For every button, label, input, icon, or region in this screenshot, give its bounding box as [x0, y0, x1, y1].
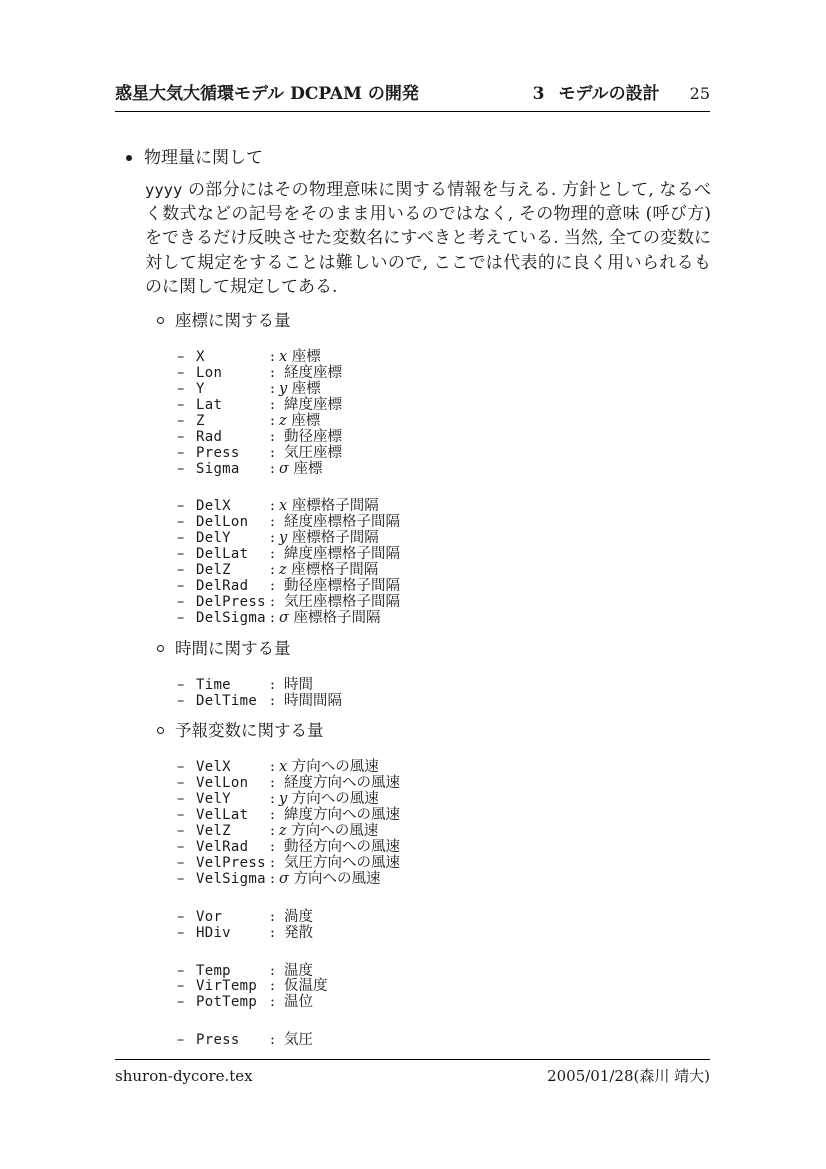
paragraph: [145, 178, 711, 299]
variable-name: Temp: [196, 962, 231, 979]
definition-row: [177, 382, 710, 398]
variable-description: 温度: [284, 962, 313, 979]
variable-name: Time: [196, 676, 231, 693]
dash-marker-icon: –: [177, 676, 185, 693]
definition-row: [177, 792, 710, 808]
dash-marker-icon: –: [177, 775, 185, 792]
dash-marker-icon: –: [177, 577, 185, 594]
subsection: [157, 722, 710, 1049]
variable-name: DelZ: [196, 562, 231, 579]
dash-marker-icon: –: [177, 854, 185, 871]
page-footer: [115, 1059, 710, 1085]
definition-row: [177, 824, 710, 840]
subsection: [157, 312, 710, 627]
variable-description: σ 座標格子間隔: [279, 609, 381, 626]
bullet-disc-icon: [126, 155, 132, 161]
dash-marker-icon: –: [177, 839, 185, 856]
definition-group: [177, 910, 710, 942]
section-number: 3: [532, 84, 545, 104]
dash-marker-icon: –: [177, 428, 185, 445]
definition-row: [177, 446, 710, 462]
variable-name: VelZ: [196, 823, 231, 840]
math-symbol: σ: [279, 870, 289, 887]
definition-row: [177, 499, 710, 515]
variable-description: 気圧座標格子間隔: [284, 593, 400, 610]
dash-marker-icon: –: [177, 349, 185, 366]
subsection-title-text: 予報変数に関する量: [175, 721, 324, 741]
circle-marker-icon: [157, 727, 164, 734]
colon-separator: :: [270, 759, 275, 776]
dash-marker-icon: –: [177, 692, 185, 709]
variable-name: Lon: [196, 365, 223, 382]
colon-separator: :: [270, 1032, 275, 1049]
dash-marker-icon: –: [177, 962, 185, 979]
math-symbol: x: [279, 498, 288, 515]
variable-name: VelPress: [196, 854, 266, 871]
colon-separator: :: [270, 870, 275, 887]
colon-separator: :: [270, 962, 275, 979]
variable-description: 発散: [284, 924, 313, 941]
section-title: モデルの設計: [558, 84, 660, 104]
colon-separator: :: [270, 593, 275, 610]
definition-row: [177, 398, 710, 414]
variable-description: 気圧: [284, 1032, 313, 1049]
colon-separator: :: [270, 546, 275, 563]
colon-separator: :: [270, 577, 275, 594]
variable-name: Press: [196, 444, 240, 461]
page-number: 25: [689, 84, 710, 103]
definition-row: [177, 547, 710, 563]
math-symbol: σ: [279, 460, 289, 477]
colon-separator: :: [270, 775, 275, 792]
definition-row: [177, 760, 710, 776]
variable-name: Rad: [196, 428, 223, 445]
colon-separator: :: [270, 924, 275, 941]
definition-row: [177, 515, 710, 531]
definition-row: [177, 462, 710, 478]
variable-description: 時間間隔: [284, 692, 342, 709]
circle-marker-icon: [157, 645, 164, 652]
subsection: [157, 640, 710, 710]
dash-marker-icon: –: [177, 514, 185, 531]
dash-marker-icon: –: [177, 908, 185, 925]
definition-row: [177, 840, 710, 856]
definition-row: [177, 808, 710, 824]
variable-description: z 座標格子間隔: [279, 562, 379, 579]
subsection-title: [157, 640, 710, 657]
dash-marker-icon: –: [177, 823, 185, 840]
definition-row: [177, 926, 710, 942]
bullet-label: 物理量に関して: [144, 147, 263, 168]
variable-name: Z: [196, 412, 205, 429]
variable-name: VelSigma: [196, 870, 266, 887]
footer-filename: shuron-dycore.tex: [115, 1067, 253, 1085]
colon-separator: :: [270, 530, 275, 547]
variable-description: x 座標格子間隔: [279, 498, 379, 515]
dash-marker-icon: –: [177, 759, 185, 776]
colon-separator: :: [270, 839, 275, 856]
dash-marker-icon: –: [177, 807, 185, 824]
definition-row: [177, 1033, 710, 1049]
math-symbol: x: [279, 759, 288, 776]
subsection-title: [157, 312, 710, 329]
definition-row: [177, 414, 710, 430]
variable-description: x 座標: [279, 349, 321, 366]
variable-name: Y: [196, 380, 205, 397]
definition-row: [177, 366, 710, 382]
variable-description: 緯度座標格子間隔: [284, 546, 400, 563]
dash-marker-icon: –: [177, 1032, 185, 1049]
colon-separator: :: [270, 498, 275, 515]
definition-row: [177, 776, 710, 792]
definition-row: [177, 531, 710, 547]
variable-name: X: [196, 349, 205, 366]
variable-description: z 方向への風速: [279, 823, 379, 840]
subsection-title-text: 座標に関する量: [175, 311, 291, 331]
colon-separator: :: [270, 807, 275, 824]
definition-row: [177, 979, 710, 995]
definition-group: [177, 678, 710, 710]
variable-description: 動径座標: [284, 428, 342, 445]
variable-name: DelRad: [196, 577, 249, 594]
colon-separator: :: [270, 908, 275, 925]
document-title-jp-prefix: 惑星大気大循環モデル: [115, 84, 291, 104]
subsection-title: [157, 722, 710, 739]
variable-description: 緯度座標: [284, 396, 342, 413]
math-symbol: x: [279, 349, 288, 366]
dash-marker-icon: –: [177, 791, 185, 808]
colon-separator: :: [270, 978, 275, 995]
definition-row: [177, 579, 710, 595]
variable-name: Vor: [196, 908, 223, 925]
section-heading: [533, 85, 710, 104]
definition-group: [177, 1033, 710, 1049]
variable-name: DelLon: [196, 514, 249, 531]
variable-name: Press: [196, 1032, 240, 1049]
definition-row: [177, 872, 710, 888]
variable-description: y 座標格子間隔: [279, 530, 379, 547]
definition-group: [177, 760, 710, 887]
definition-row: [177, 430, 710, 446]
dash-marker-icon: –: [177, 562, 185, 579]
variable-description: 仮温度: [284, 978, 328, 995]
definition-row: [177, 910, 710, 926]
colon-separator: :: [270, 791, 275, 808]
variable-description: 温位: [284, 994, 313, 1011]
variable-description: 経度座標: [284, 365, 342, 382]
math-symbol: σ: [279, 609, 289, 626]
dash-marker-icon: –: [177, 530, 185, 547]
variable-description: 動径方向への風速: [284, 839, 400, 856]
dash-marker-icon: –: [177, 870, 185, 887]
colon-separator: :: [270, 854, 275, 871]
text-block: [115, 0, 710, 1049]
variable-description: 経度座標格子間隔: [284, 514, 400, 531]
running-header: [115, 85, 710, 112]
variable-name: DelLat: [196, 546, 249, 563]
colon-separator: :: [270, 460, 275, 477]
variable-description: 経度方向への風速: [284, 775, 400, 792]
yyyy-token: yyyy: [145, 180, 183, 199]
variable-name: HDiv: [196, 924, 231, 941]
variable-name: VirTemp: [196, 978, 258, 995]
subsection-title-text: 時間に関する量: [175, 638, 291, 658]
document-title-latin: DCPAM: [290, 84, 362, 104]
bullet-item: [126, 149, 710, 167]
colon-separator: :: [270, 412, 275, 429]
dash-marker-icon: –: [177, 444, 185, 461]
colon-separator: :: [270, 365, 275, 382]
variable-name: DelY: [196, 530, 231, 547]
dash-marker-icon: –: [177, 396, 185, 413]
colon-separator: :: [270, 676, 275, 693]
variable-description: σ 方向への風速: [279, 870, 381, 887]
math-symbol: y: [279, 380, 288, 397]
variable-description: 時間: [284, 676, 313, 693]
variable-name: Lat: [196, 396, 223, 413]
variable-name: Sigma: [196, 460, 240, 477]
dash-marker-icon: –: [177, 924, 185, 941]
colon-separator: :: [270, 349, 275, 366]
math-symbol: y: [279, 791, 288, 808]
variable-description: 気圧方向への風速: [284, 854, 400, 871]
math-symbol: z: [279, 562, 287, 579]
colon-separator: :: [270, 562, 275, 579]
colon-separator: :: [270, 428, 275, 445]
variable-description: 動径座標格子間隔: [284, 577, 400, 594]
colon-separator: :: [270, 609, 275, 626]
document-title: [115, 85, 419, 104]
definition-row: [177, 856, 710, 872]
dash-marker-icon: –: [177, 546, 185, 563]
dash-marker-icon: –: [177, 593, 185, 610]
colon-separator: :: [270, 396, 275, 413]
variable-description: 渦度: [284, 908, 313, 925]
dash-marker-icon: –: [177, 412, 185, 429]
definition-group: [177, 964, 710, 1012]
definition-row: [177, 611, 710, 627]
variable-description: 緯度方向への風速: [284, 807, 400, 824]
dash-marker-icon: –: [177, 498, 185, 515]
variable-name: VelLon: [196, 775, 249, 792]
dash-marker-icon: –: [177, 460, 185, 477]
variable-description: y 方向への風速: [279, 791, 379, 808]
variable-description: 気圧座標: [284, 444, 342, 461]
colon-separator: :: [270, 994, 275, 1011]
variable-name: VelY: [196, 791, 231, 808]
math-symbol: z: [279, 823, 287, 840]
variable-description: z 座標: [279, 412, 321, 429]
variable-description: y 座標: [279, 380, 321, 397]
definition-row: [177, 563, 710, 579]
math-symbol: z: [279, 412, 287, 429]
colon-separator: :: [270, 444, 275, 461]
dash-marker-icon: –: [177, 978, 185, 995]
variable-name: VelRad: [196, 839, 249, 856]
math-symbol: y: [279, 530, 288, 547]
definition-row: [177, 595, 710, 611]
variable-name: VelLat: [196, 807, 249, 824]
sections: [157, 312, 710, 1049]
dash-marker-icon: –: [177, 380, 185, 397]
definition-group: [177, 499, 710, 626]
dash-marker-icon: –: [177, 609, 185, 626]
colon-separator: :: [270, 514, 275, 531]
definition-row: [177, 350, 710, 366]
variable-name: DelX: [196, 498, 231, 515]
variable-name: PotTemp: [196, 994, 258, 1011]
dash-marker-icon: –: [177, 994, 185, 1011]
colon-separator: :: [270, 380, 275, 397]
definition-row: [177, 995, 710, 1011]
variable-name: DelSigma: [196, 609, 266, 626]
definition-row: [177, 678, 710, 694]
colon-separator: :: [270, 823, 275, 840]
variable-name: VelX: [196, 759, 231, 776]
definition-row: [177, 694, 710, 710]
variable-description: σ 座標: [279, 460, 323, 477]
dash-marker-icon: –: [177, 365, 185, 382]
document-title-jp-suffix: の開発: [361, 84, 419, 104]
definition-row: [177, 964, 710, 980]
definition-group: [177, 350, 710, 477]
footer-date-author: 2005/01/28(森川 靖大): [547, 1067, 710, 1085]
paragraph-text: の部分にはその物理意味に関する情報を与える. 方針として, なるべく数式などの記号をそのまま用いるのではなく, その物理的意味 (呼び方) をできるだけ反映させた変数名にすべきと考えている. 当然, 全ての変数に対して規定をすることは難しいので, ここでは代表的に良く用いられるものに関して規定してある.: [145, 179, 711, 297]
variable-name: DelTime: [196, 692, 258, 709]
variable-name: DelPress: [196, 593, 266, 610]
circle-marker-icon: [157, 317, 164, 324]
variable-description: x 方向への風速: [279, 759, 379, 776]
colon-separator: :: [270, 692, 275, 709]
